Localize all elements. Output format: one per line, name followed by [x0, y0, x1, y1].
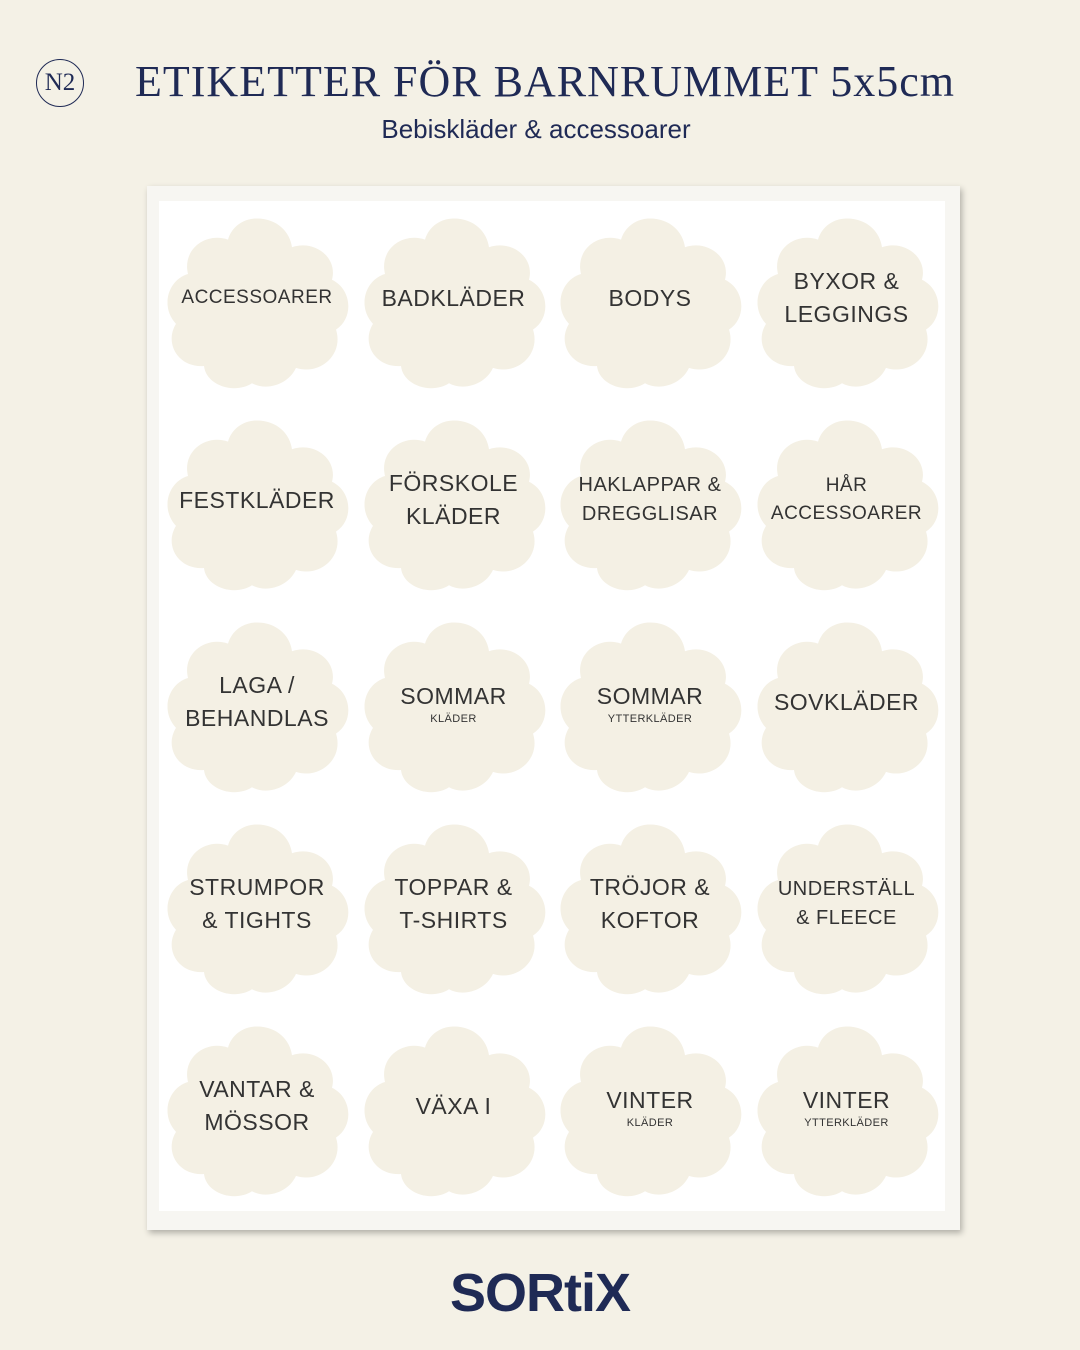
label-tile	[356, 605, 553, 807]
label-text	[754, 207, 940, 389]
label-line: UNDERSTÄLL	[777, 878, 916, 900]
label-text	[557, 207, 743, 389]
label-subline: YTTERKLÄDER	[804, 1116, 889, 1129]
label-text	[361, 409, 547, 591]
label-tile	[749, 403, 946, 605]
label-line: BYXOR &	[793, 268, 900, 294]
label-text	[164, 409, 350, 591]
label-tile	[356, 403, 553, 605]
label-text	[164, 1015, 350, 1197]
label-line: HAKLAPPAR &	[578, 474, 722, 496]
label-tile	[749, 807, 946, 1009]
label-text	[754, 1015, 940, 1197]
label-text	[361, 813, 547, 995]
label-tile	[159, 201, 356, 403]
label-line: MÖSSOR	[204, 1109, 310, 1135]
label-subline: YTTERKLÄDER	[607, 712, 693, 725]
brand-logo: SORtiX	[449, 1263, 631, 1323]
label-line: SOMMAR	[596, 682, 704, 709]
label-tile	[749, 605, 946, 807]
label-line: TRÖJOR &	[589, 874, 711, 900]
label-tile	[749, 201, 946, 403]
label-line: ACCESSOARER	[770, 503, 923, 524]
label-text	[754, 611, 940, 793]
label-tile	[552, 201, 749, 403]
label-line: BEHANDLAS	[185, 705, 329, 731]
label-line: VANTAR &	[199, 1076, 315, 1102]
label-line: FÖRSKOLE	[388, 470, 519, 496]
label-tile	[552, 605, 749, 807]
label-line: VÄXA I	[415, 1092, 492, 1119]
label-line: KOFTOR	[600, 907, 700, 933]
label-line: SOMMAR	[400, 682, 507, 709]
label-tile	[159, 807, 356, 1009]
label-tile	[159, 403, 356, 605]
label-sheet-inner	[159, 201, 945, 1211]
label-text	[361, 207, 547, 389]
label-line: DREGGLISAR	[581, 503, 719, 525]
label-line: BADKLÄDER	[381, 284, 526, 311]
label-tile	[356, 1009, 553, 1211]
label-line: TOPPAR &	[394, 874, 513, 900]
label-text	[557, 1015, 743, 1197]
label-line: SOVKLÄDER	[773, 688, 920, 715]
label-line: T-SHIRTS	[399, 907, 508, 933]
label-tile	[356, 201, 553, 403]
label-text	[754, 813, 940, 995]
label-line: KLÄDER	[405, 503, 502, 529]
label-text	[557, 409, 743, 591]
label-sheet	[147, 186, 960, 1230]
label-line: HÅR	[825, 475, 868, 496]
label-text	[164, 813, 350, 995]
label-line: & FLEECE	[796, 907, 897, 929]
label-line: BODYS	[608, 284, 692, 311]
label-tile	[749, 1009, 946, 1211]
label-tile	[159, 605, 356, 807]
label-line: STRUMPOR	[189, 874, 325, 900]
label-text	[557, 813, 743, 995]
label-line: ACCESSOARER	[181, 287, 333, 308]
label-tile	[552, 403, 749, 605]
label-line: & TIGHTS	[202, 907, 312, 933]
label-line: VINTER	[606, 1086, 694, 1113]
label-subline: KLÄDER	[430, 712, 477, 725]
label-grid	[159, 201, 945, 1211]
label-tile	[552, 807, 749, 1009]
label-text	[164, 611, 350, 793]
label-line: LEGGINGS	[784, 301, 909, 327]
label-text	[361, 611, 547, 793]
number-badge: N2	[36, 59, 84, 107]
page-subtitle: Bebiskläder & accessoarer	[381, 114, 691, 144]
label-text	[557, 611, 743, 793]
label-tile	[159, 1009, 356, 1211]
page-title: ETIKETTER FÖR BARNRUMMET 5x5cm	[135, 57, 955, 106]
label-tile	[552, 1009, 749, 1211]
label-tile	[356, 807, 553, 1009]
label-line: LAGA /	[219, 672, 295, 698]
label-text	[754, 409, 940, 591]
label-line: VINTER	[802, 1086, 891, 1113]
label-text	[164, 207, 350, 389]
label-line: FESTKLÄDER	[179, 486, 335, 513]
label-text	[361, 1015, 547, 1197]
label-subline: KLÄDER	[626, 1116, 674, 1129]
